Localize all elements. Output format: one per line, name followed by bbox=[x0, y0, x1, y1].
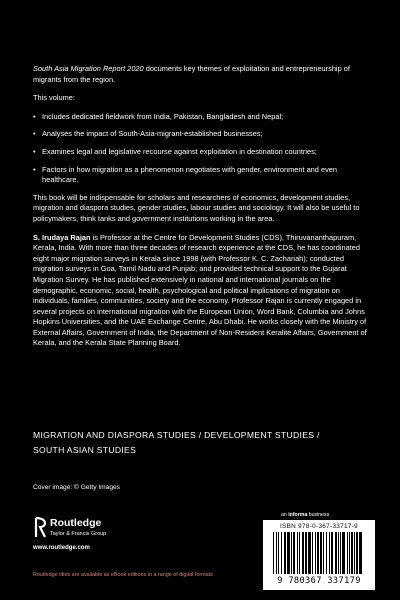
barcode-bar bbox=[331, 532, 333, 574]
barcode-bar bbox=[315, 532, 316, 574]
blurb bbox=[33, 64, 369, 357]
barcode-bar bbox=[347, 532, 348, 574]
feature-item: • Factors in how migration as a phenomenon negotiates with gender, environment and even healthcare. bbox=[33, 165, 369, 186]
barcode-bar bbox=[276, 532, 277, 574]
publisher-block bbox=[33, 516, 213, 556]
barcode-bar bbox=[278, 532, 279, 574]
barcode-bar bbox=[291, 532, 292, 574]
barcode-bar bbox=[326, 532, 327, 574]
subject-line: MIGRATION AND DIASPORA STUDIES / DEVELOPMENT STUDIES / bbox=[33, 430, 320, 440]
isbn-barcode bbox=[263, 520, 375, 590]
barcode-bar bbox=[293, 532, 295, 574]
author-bio bbox=[33, 233, 369, 350]
feature-item: • Analyses the impact of South-Asia-migrant-established businesses; bbox=[33, 129, 369, 140]
barcode-bar bbox=[299, 532, 300, 574]
barcode-bar bbox=[356, 532, 358, 574]
barcode-bar bbox=[354, 532, 355, 574]
barcode-bar bbox=[297, 532, 298, 574]
barcode-bar bbox=[329, 532, 330, 574]
informa-suffix: business bbox=[307, 512, 330, 518]
publisher-url: www.routledge.com bbox=[33, 545, 90, 551]
informa-brand: informa bbox=[288, 512, 308, 518]
volume-label: This volume: bbox=[33, 93, 75, 103]
feature-list bbox=[33, 112, 369, 186]
informa-tagline bbox=[281, 512, 329, 518]
intro-paragraph bbox=[33, 64, 369, 85]
publisher-group: Taylor & Francis Group bbox=[50, 531, 107, 537]
informa-prefix: an bbox=[281, 512, 289, 518]
barcode-bar bbox=[287, 532, 290, 574]
subject-categories bbox=[33, 428, 373, 458]
barcode-bar bbox=[281, 532, 282, 574]
subject-line: SOUTH ASIAN STUDIES bbox=[33, 445, 137, 455]
routledge-logo-icon bbox=[33, 516, 47, 540]
barcode-bar bbox=[284, 532, 286, 574]
barcode-bar bbox=[302, 532, 304, 574]
isbn-label: ISBN 978-0-367-33717-9 bbox=[279, 523, 358, 530]
author-bio-text: is Professor at the Centre for Development Studies (CDS), Thiruvananthapuram, Kerala, India. With more than three decades of research experience at the CDS, he has coordinated eight major migration surveys in Kerala since 1998 (with Professor K. C. Zachariah); conducted migration surveys in Goa, Tamil Nadu and Punjab; and provided technical support to the Gujarat Migration Survey. He has published extensively in national and international journals on the demographic, economic, social, health, psychological and political implications of migration on individuals, families, communities, society and the economy. Professor Rajan is currently engaged in several projects on international migration with the European Union, Word Bank, Columbia and Johns Hopkins Universities, and the UAE Exchange Centre, Abu Dhabi. He works closely with the Ministry of External Affairs, Government of India, the Department of Non-Resident Keralite Affairs, Government of Kerala, and the Kerala State Planning Board. bbox=[33, 232, 367, 348]
barcode-bar bbox=[342, 532, 345, 574]
barcode-bar bbox=[305, 532, 307, 574]
feature-item: • Includes dedicated fieldwork from India, Pakistan, Bangladesh and Nepal; bbox=[33, 112, 369, 123]
barcode-bar bbox=[323, 532, 324, 574]
ebook-note: Routledge titles are available as eBook editions in a range of digital formats bbox=[33, 572, 213, 578]
barcode-bar bbox=[312, 532, 313, 574]
feature-item: • Examines legal and legislative recourse against exploitation in destination countries; bbox=[33, 147, 369, 158]
report-title: South Asia Migration Report 2020 bbox=[33, 64, 144, 73]
barcode-bar bbox=[359, 532, 362, 574]
author-name: S. Irudaya Rajan bbox=[33, 232, 91, 242]
barcode-bar bbox=[320, 532, 322, 574]
publisher-name: Routledge bbox=[50, 517, 102, 529]
barcode-bar bbox=[340, 532, 341, 574]
intro-text: documents key themes of exploitation and entrepreneurship of migrants from the region. bbox=[33, 64, 350, 84]
barcode-icon bbox=[273, 532, 365, 576]
audience-paragraph: This book will be indispensable for scholars and researchers of economics, development studies, migration and diaspora studies, gender studies, labour studies and sociology. It will also be useful to policymakers, think tanks and government institutions working in the area. bbox=[33, 192, 360, 223]
barcode-bar bbox=[273, 532, 274, 574]
barcode-bar bbox=[349, 532, 350, 574]
barcode-bar bbox=[351, 532, 353, 574]
barcode-bar bbox=[308, 532, 311, 574]
barcode-bar bbox=[317, 532, 319, 574]
barcode-digits: 9 780367 337179 bbox=[277, 576, 361, 586]
barcode-bar bbox=[335, 532, 337, 574]
cover-image-credit: Cover image: © Getty Images bbox=[33, 484, 120, 491]
barcode-bar bbox=[338, 532, 339, 574]
